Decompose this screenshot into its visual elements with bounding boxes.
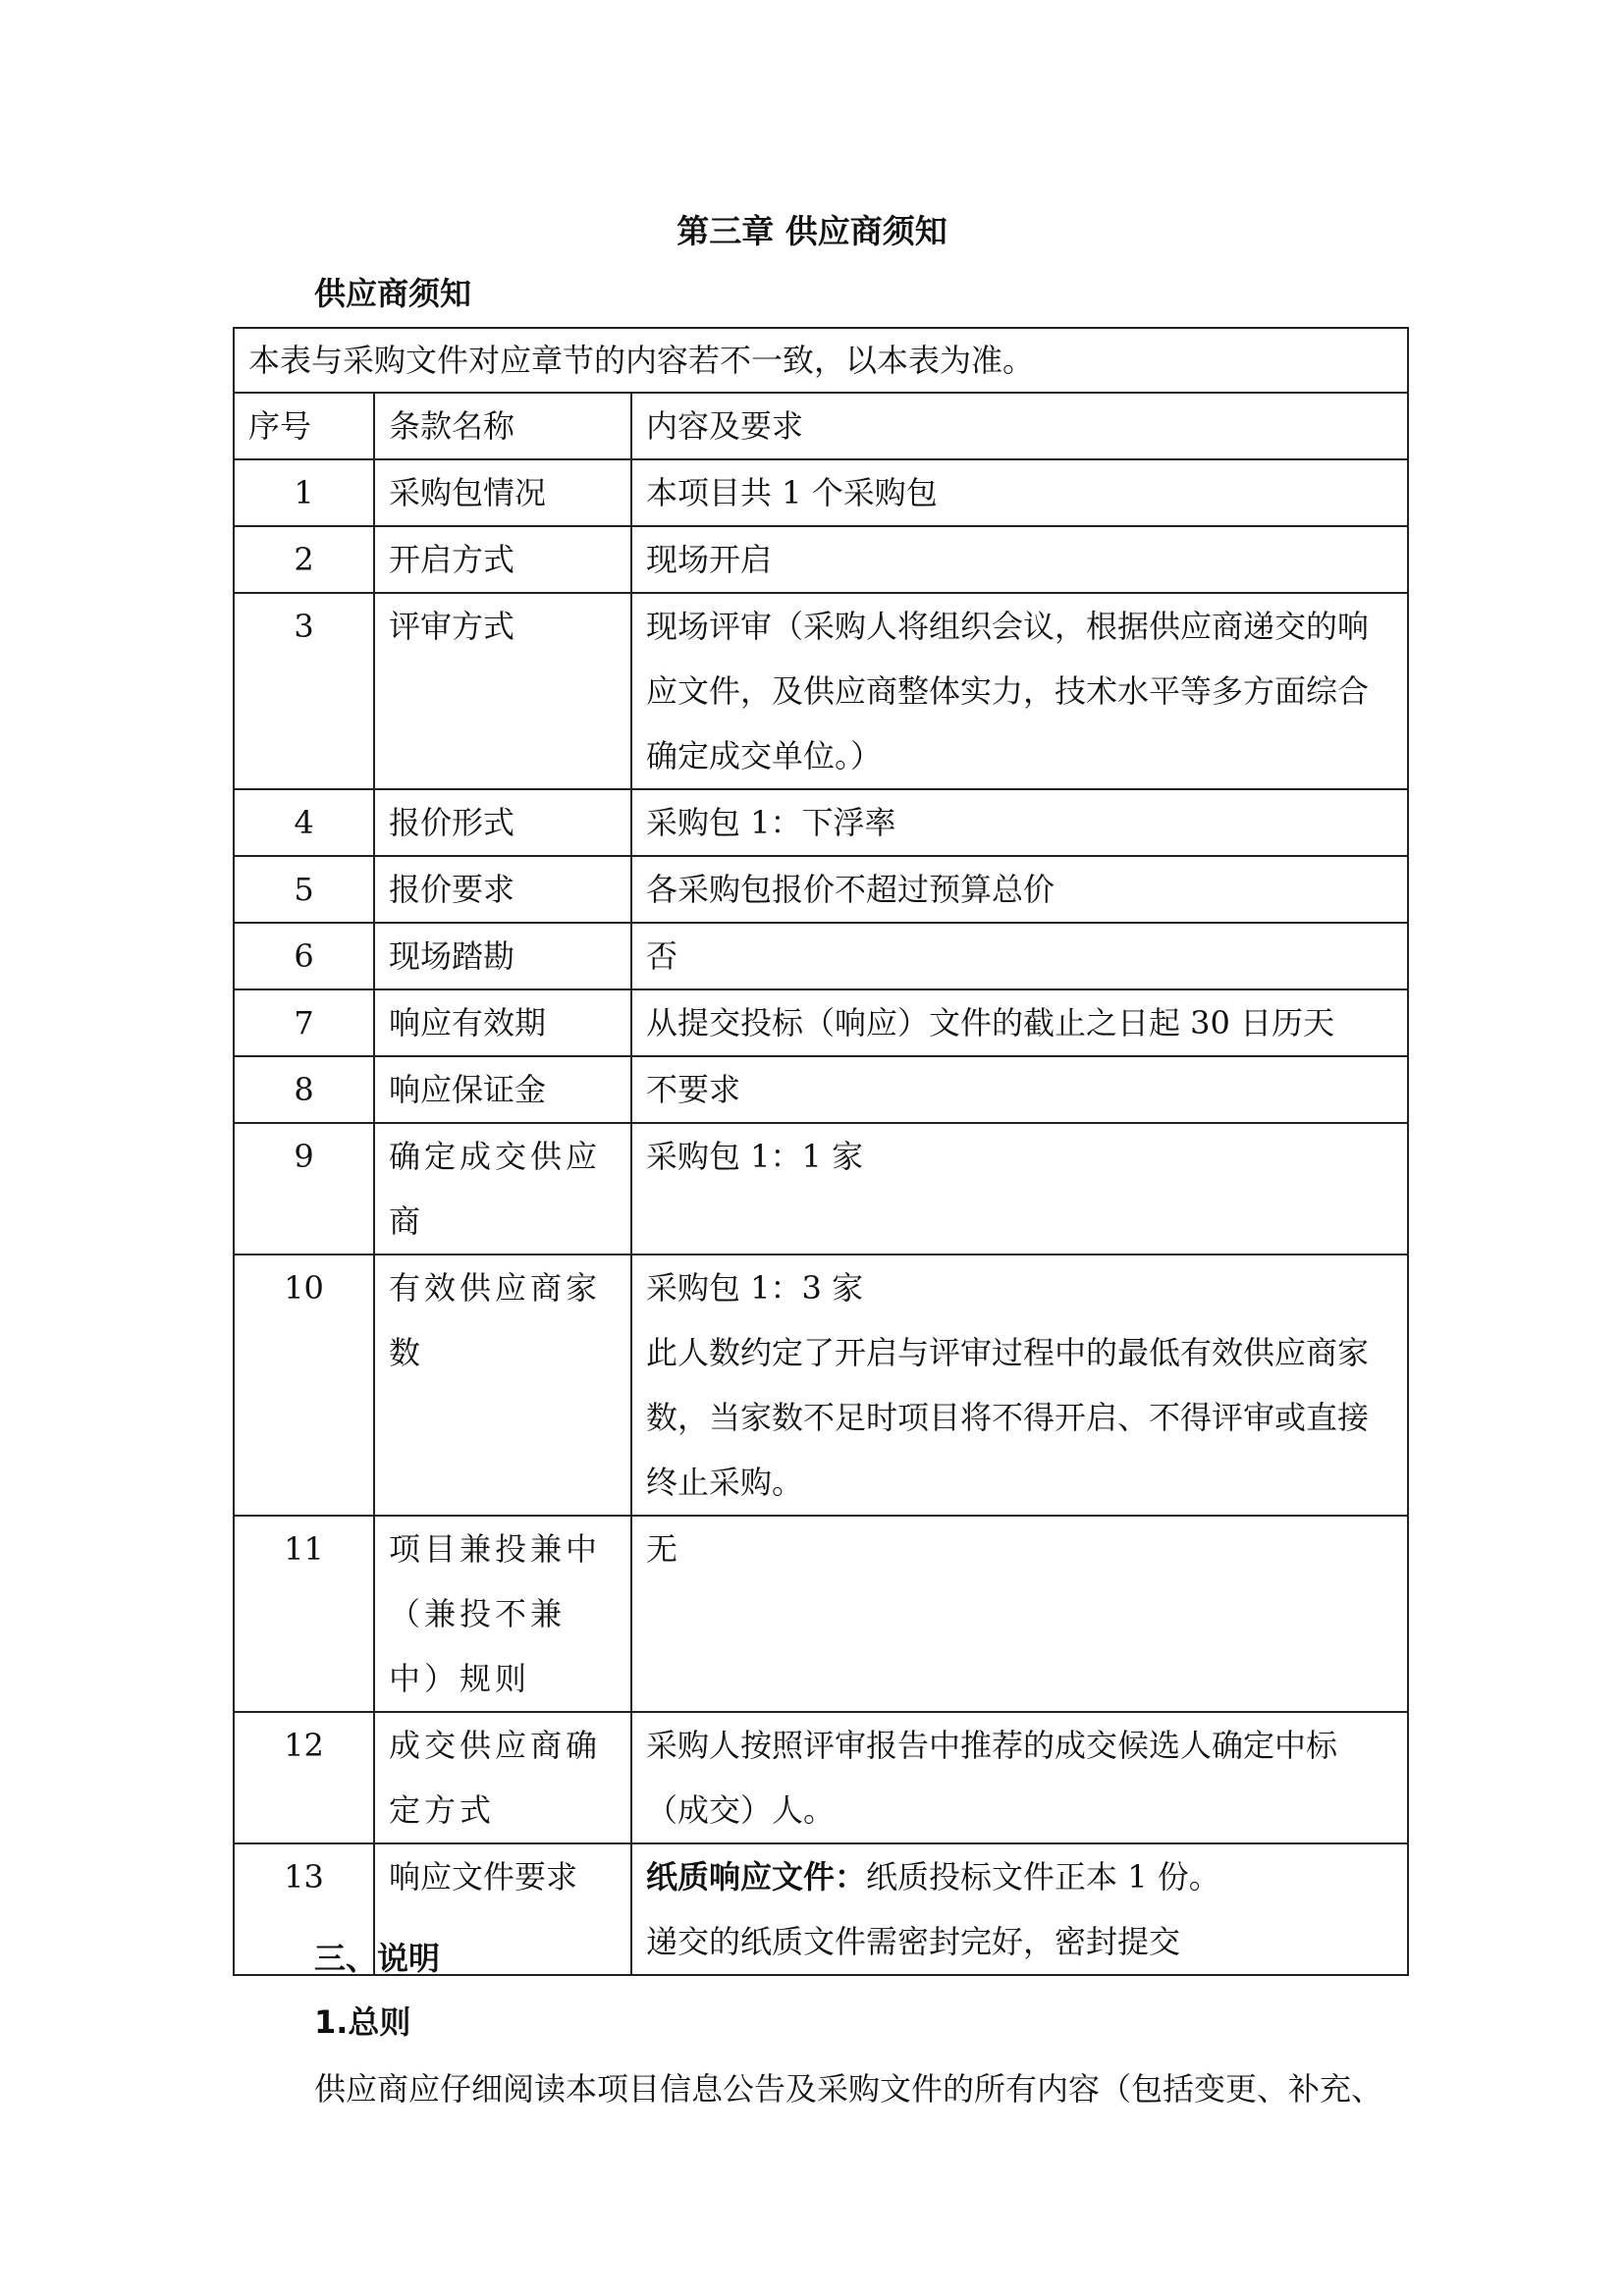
chapter-title: 第三章 供应商须知 [677, 212, 947, 250]
row-content: 无 [631, 1516, 1408, 1712]
row-content: 采购包 1：下浮率 [631, 789, 1408, 856]
row-content: 否 [631, 923, 1408, 989]
table-row [234, 1123, 1408, 1255]
row-num: 9 [234, 1123, 374, 1255]
table-row [234, 1516, 1408, 1712]
row-name: 评审方式 [374, 593, 631, 789]
table-row [234, 789, 1408, 856]
notice-heading: 供应商须知 [314, 275, 472, 312]
row-name: 报价要求 [374, 856, 631, 923]
row-num: 5 [234, 856, 374, 923]
row-name: 响应保证金 [374, 1056, 631, 1123]
table-row [234, 1712, 1408, 1843]
row-name: 确定成交供应商 [374, 1123, 631, 1255]
row-num: 4 [234, 789, 374, 856]
row-content: 本项目共 1 个采购包 [631, 459, 1408, 526]
row-content: 现场开启 [631, 526, 1408, 593]
explain-heading: 三、说明 [314, 1940, 441, 1977]
row-name: 现场踏勘 [374, 923, 631, 989]
row-content-extra: 此人数约定了开启与评审过程中的最低有效供应商家数，当家数不足时项目将不得开启、不得评审或直接终止采购。 [646, 1334, 1370, 1501]
table-note: 本表与采购文件对应章节的内容若不一致，以本表为准。 [234, 328, 1408, 393]
row-name: 报价形式 [374, 789, 631, 856]
table-row [234, 856, 1408, 923]
row-content-extra: 递交的纸质文件需密封完好，密封提交 [646, 1923, 1181, 1960]
row-content-bold: 纸质响应文件： [646, 1858, 867, 1896]
general-heading: 1.总则 [314, 2003, 411, 2041]
row-num: 10 [234, 1255, 374, 1516]
row-name: 项目兼投兼中（兼投不兼中）规则 [374, 1516, 631, 1712]
row-num: 2 [234, 526, 374, 593]
table-row [234, 989, 1408, 1056]
row-name: 采购包情况 [374, 459, 631, 526]
row-content: 采购人按照评审报告中推荐的成交候选人确定中标（成交）人。 [631, 1712, 1408, 1843]
table-row [234, 526, 1408, 593]
row-content: 从提交投标（响应）文件的截止之日起 30 日历天 [631, 989, 1408, 1056]
row-content: 现场评审（采购人将组织会议，根据供应商递交的响应文件，及供应商整体实力，技术水平等多方面综合确定成交单位。） [631, 593, 1408, 789]
table-row [234, 593, 1408, 789]
header-name: 条款名称 [374, 393, 631, 459]
row-num: 3 [234, 593, 374, 789]
row-content: 不要求 [631, 1056, 1408, 1123]
table-row [234, 1255, 1408, 1516]
row-name: 成交供应商确定方式 [374, 1712, 631, 1843]
row-num: 6 [234, 923, 374, 989]
row-num: 13 [234, 1843, 374, 1975]
row-num: 12 [234, 1712, 374, 1843]
row-name: 有效供应商家数 [374, 1255, 631, 1516]
row-content: 采购包 1：3 家 [646, 1269, 864, 1307]
row-num: 11 [234, 1516, 374, 1712]
header-num: 序号 [234, 393, 374, 459]
general-paragraph: 供应商应仔细阅读本项目信息公告及采购文件的所有内容（包括变更、补充、 [314, 2070, 1383, 2108]
table-note-row [234, 328, 1408, 393]
table-row [234, 1056, 1408, 1123]
row-name: 开启方式 [374, 526, 631, 593]
row-num: 1 [234, 459, 374, 526]
row-content-cell [631, 1843, 1408, 1975]
supplier-notice-table [233, 327, 1409, 1976]
row-num: 8 [234, 1056, 374, 1123]
row-name: 响应有效期 [374, 989, 631, 1056]
row-content: 采购包 1：1 家 [631, 1123, 1408, 1255]
header-content: 内容及要求 [631, 393, 1408, 459]
table-row [234, 459, 1408, 526]
row-content-cell [631, 1255, 1408, 1516]
row-num: 7 [234, 989, 374, 1056]
row-content: 纸质投标文件正本 1 份。 [866, 1858, 1220, 1896]
row-name: 响应文件要求 [374, 1843, 631, 1975]
table-row [234, 923, 1408, 989]
table-header-row [234, 393, 1408, 459]
row-content: 各采购包报价不超过预算总价 [631, 856, 1408, 923]
